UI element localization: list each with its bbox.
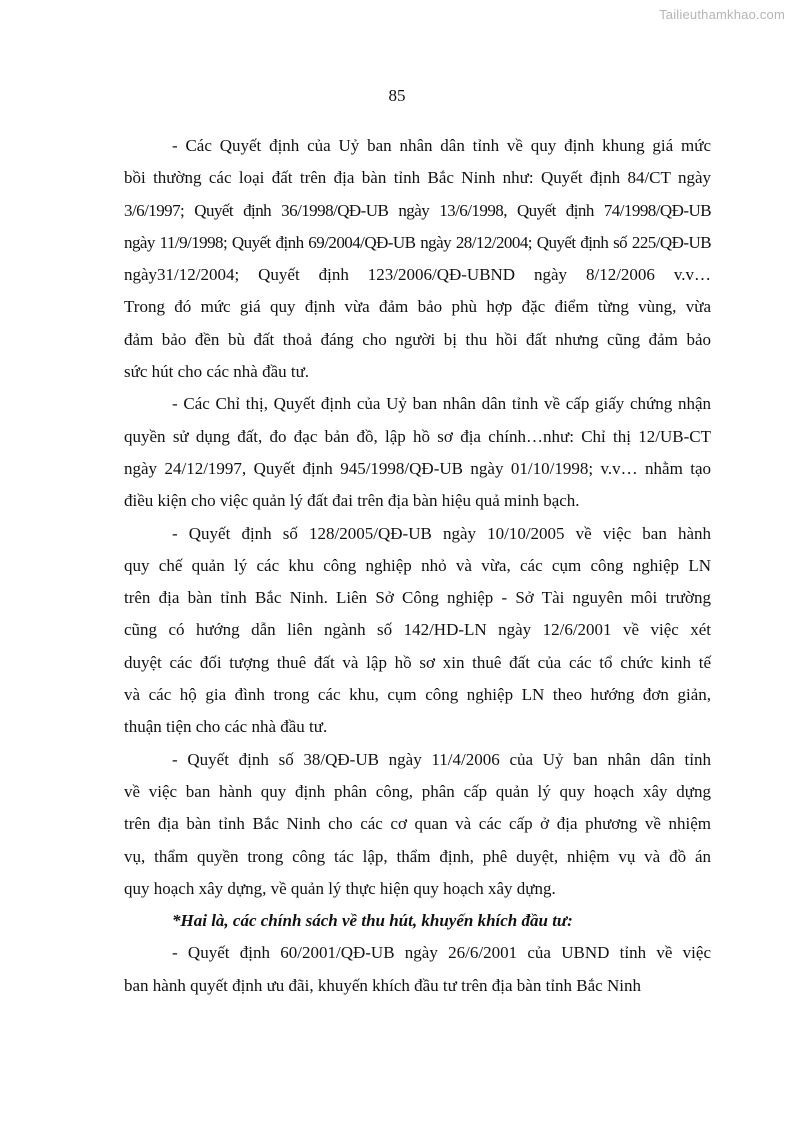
document-body [124,130,711,1002]
text-line: ban hành quyết định ưu đãi, khuyến khích đầu tư trên địa bàn tỉnh Bắc Ninh [124,975,641,995]
paragraph [124,518,711,744]
text-line: đảm bảo đền bù đất thoả đáng cho người bị thu hồi đất nhưng cũng đảm bảo [124,329,711,349]
text-line: ngày 24/12/1997, Quyết định 945/1998/QĐ-UB ngày 01/10/1998; v.v… nhằm tạo [124,458,711,478]
text-line: về việc ban hành quy định phân công, phân cấp quản lý quy hoạch xây dựng [124,781,711,801]
text-line: trên địa bàn tỉnh Bắc Ninh cho các cơ quan và các cấp ở địa phương về nhiệm [124,814,711,834]
text-line: bồi thường các loại đất trên địa bàn tỉnh Bắc Ninh như: Quyết định 84/CT ngày [124,168,711,188]
text-line: - Quyết định 60/2001/QĐ-UB ngày 26/6/2001 của UBND tỉnh về việc [172,943,711,963]
text-line: - Các Chỉ thị, Quyết định của Uỷ ban nhân dân tỉnh về cấp giấy chứng nhận [172,394,711,414]
text-line: điều kiện cho việc quản lý đất đai trên địa bàn hiệu quả minh bạch. [124,491,580,511]
text-line: ngày31/12/2004; Quyết định 123/2006/QĐ-UBND ngày 8/12/2006 v.v… [124,265,711,285]
text-line: - Quyết định số 128/2005/QĐ-UB ngày 10/10/2005 về việc ban hành [172,523,711,543]
page-number: 85 [388,86,406,105]
text-line: 3/6/1997; Quyết định 36/1998/QĐ-UB ngày 13/6/1998, Quyết định 74/1998/QĐ-UB [124,200,711,220]
text-line: ngày 11/9/1998; Quyết định 69/2004/QĐ-UB ngày 28/12/2004; Quyết định số 225/QĐ-UB [124,232,711,252]
paragraph [124,388,711,517]
text-line: sức hút cho các nhà đầu tư. [124,362,310,382]
text-line: quy chế quản lý các khu công nghiệp nhỏ và vừa, các cụm công nghiệp LN [124,555,711,575]
text-line: quyền sử dụng đất, đo đạc bản đồ, lập hồ sơ địa chính…như: Chỉ thị 12/UB-CT [124,426,711,446]
paragraph [124,744,711,905]
watermark: Tailieuthamkhao.com [659,7,785,22]
text-line: cũng có hướng dẫn liên ngành số 142/HD-LN ngày 12/6/2001 về việc xét [124,620,711,640]
text-line: thuận tiện cho các nhà đầu tư. [124,717,328,737]
text-line: và các hộ gia đình trong các khu, cụm công nghiệp LN theo hướng đơn giản, [124,685,711,705]
text-line: trên địa bàn tỉnh Bắc Ninh. Liên Sở Công nghiệp - Sở Tài nguyên môi trường [124,588,711,608]
text-line: - Các Quyết định của Uỷ ban nhân dân tỉnh về quy định khung giá mức [172,136,711,155]
text-line: vụ, thẩm quyền trong công tác lập, thẩm định, phê duyệt, nhiệm vụ và đồ án [124,846,711,866]
paragraph [124,937,711,1002]
paragraph [124,130,711,388]
text-line: - Quyết định số 38/QĐ-UB ngày 11/4/2006 của Uỷ ban nhân dân tỉnh [172,749,711,769]
text-line: *Hai là, các chính sách về thu hút, khuyến khích đầu tư: [172,911,573,931]
text-line: quy hoạch xây dựng, về quản lý thực hiện quy hoạch xây dựng. [124,878,556,898]
section-heading [124,905,711,937]
text-line: duyệt các đối tượng thuê đất và lập hồ sơ xin thuê đất của các tổ chức kinh tế [124,652,711,672]
text-line: Trong đó mức giá quy định vừa đảm bảo phù hợp đặc điểm từng vùng, vừa [124,297,711,317]
